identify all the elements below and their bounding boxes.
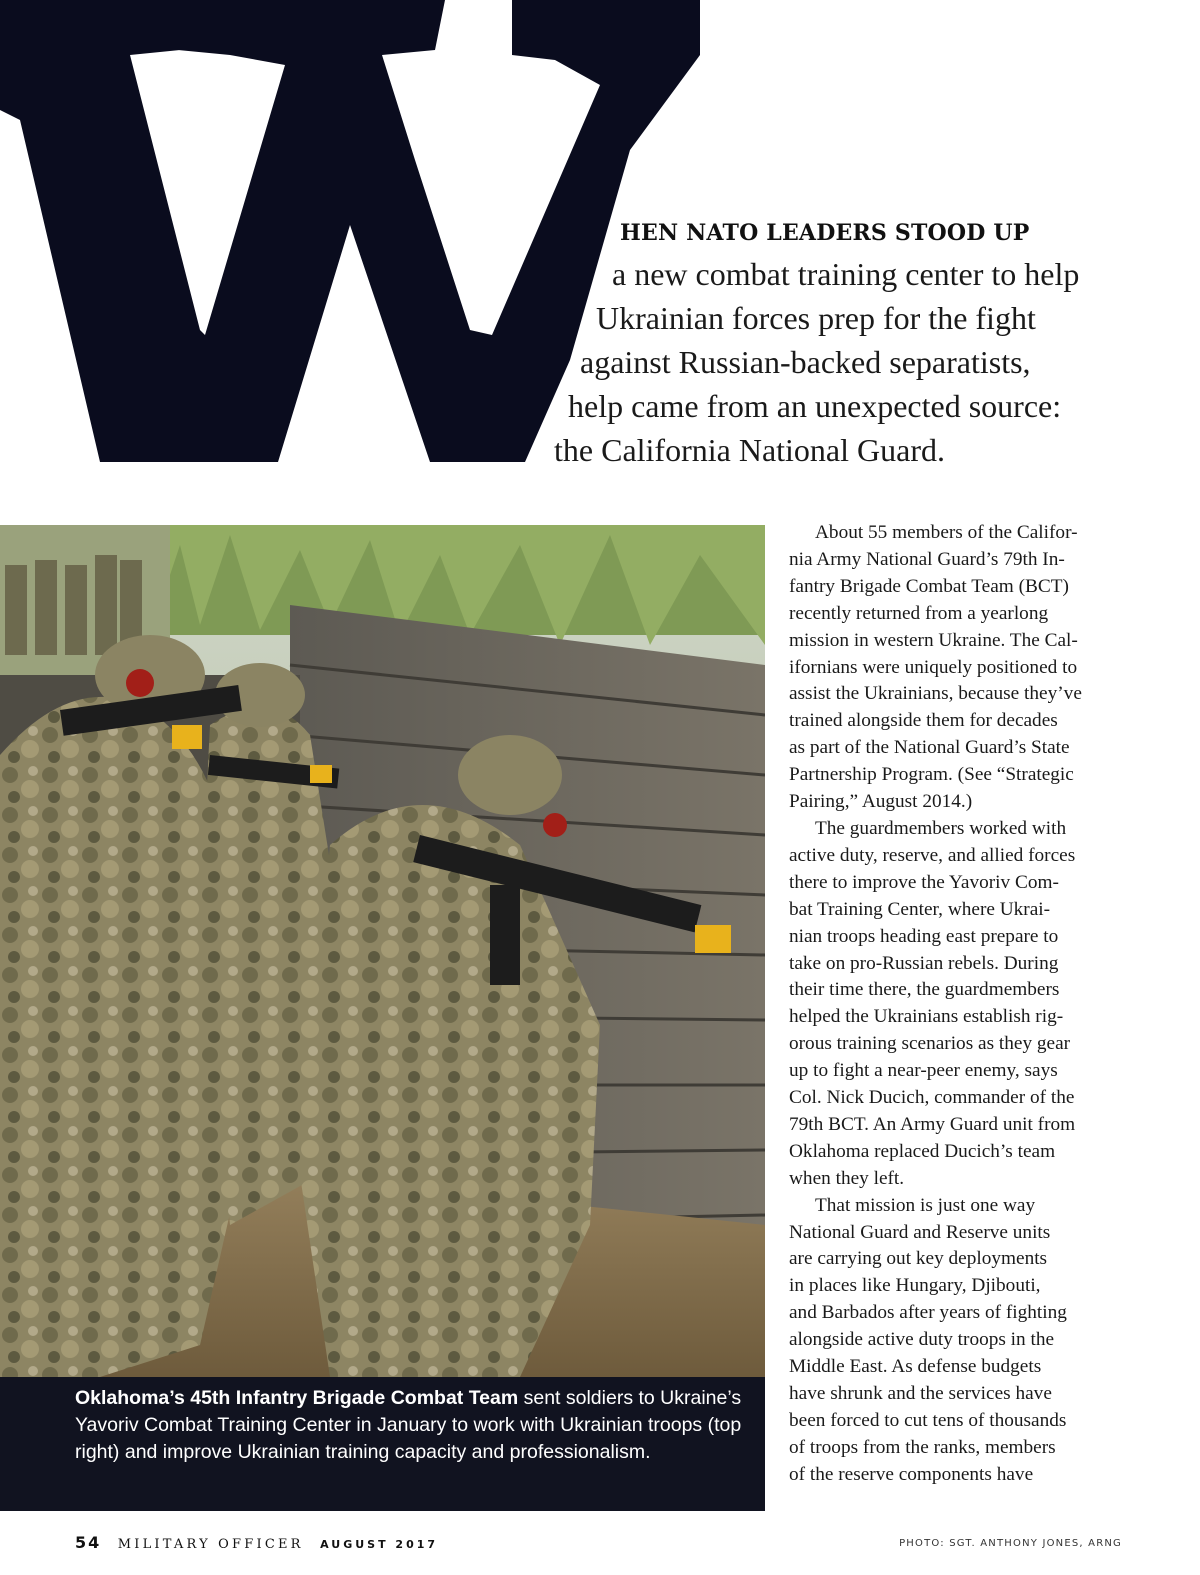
caption-body: sent soldiers to Ukraine’s Yavoriv Combat Training Center in January to work with Ukrainian troops (top right) and improve Ukrainian training capacity and professionalism.	[75, 1387, 742, 1463]
lede-line-3: against Russian-backed separatists,	[580, 344, 1031, 380]
body-paragraph-2: The guardmembers worked with active duty, reserve, and allied forces there to improve the Yavoriv Com- bat Training Center, where Ukrai- nian troops heading east prepare to take on pro-Russian rebels. During their time there, the guardmembers helped the Ukrainians establish rig- orous training scenarios as they gear up to fight a near-peer enemy, says Col. Nick Ducich, commander of the 79th BCT. An Army Guard unit from Oklahoma replaced Ducich’s team when they left.	[789, 817, 1076, 1189]
page-footer	[75, 1533, 438, 1552]
body-column	[789, 520, 1122, 1489]
lede-line-1: a new combat training center to help	[612, 256, 1080, 292]
body-paragraph-1: About 55 members of the Califor- nia Army National Guard’s 79th In- fantry Brigade Combat Team (BCT) recently returned from a yearlong mission in western Ukraine. The Cal- ifornians were uniquely positioned to assist the Ukrainians, because they’ve trained alongside them for decades as part of the National Guard’s State Partnership Program. (See “Strategic Pairing,” August 2014.)	[789, 522, 1082, 813]
issue-date: AUGUST 2017	[320, 1538, 439, 1551]
soldiers-trench-photo	[0, 525, 765, 1377]
body-paragraph-3: That mission is just one way National Guard and Reserve units are carrying out key deployments in places like Hungary, Djibouti, and Barbados after years of fighting alongside active duty troops in the Middle East. As defense budgets have shrunk and the services have been forced to cut tens of thousands of troops from the ranks, members of the reserve components have	[789, 1194, 1067, 1485]
lede-line-4: help came from an unexpected source:	[568, 388, 1062, 424]
lede-line-2: Ukrainian forces prep for the fight	[596, 300, 1036, 336]
caption-bold-lead: Oklahoma’s 45th Infantry Brigade Combat Team	[75, 1387, 519, 1409]
lede-lead-in: HEN NATO LEADERS STOOD UP	[620, 220, 1030, 246]
magazine-name: MILITARY OFFICER	[117, 1537, 304, 1552]
photo-credit: PHOTO: SGT. ANTHONY JONES, ARNG	[899, 1538, 1122, 1549]
lede-line-5: the California National Guard.	[554, 432, 945, 468]
page-number: 54	[75, 1533, 102, 1552]
photo-caption	[75, 1385, 745, 1466]
